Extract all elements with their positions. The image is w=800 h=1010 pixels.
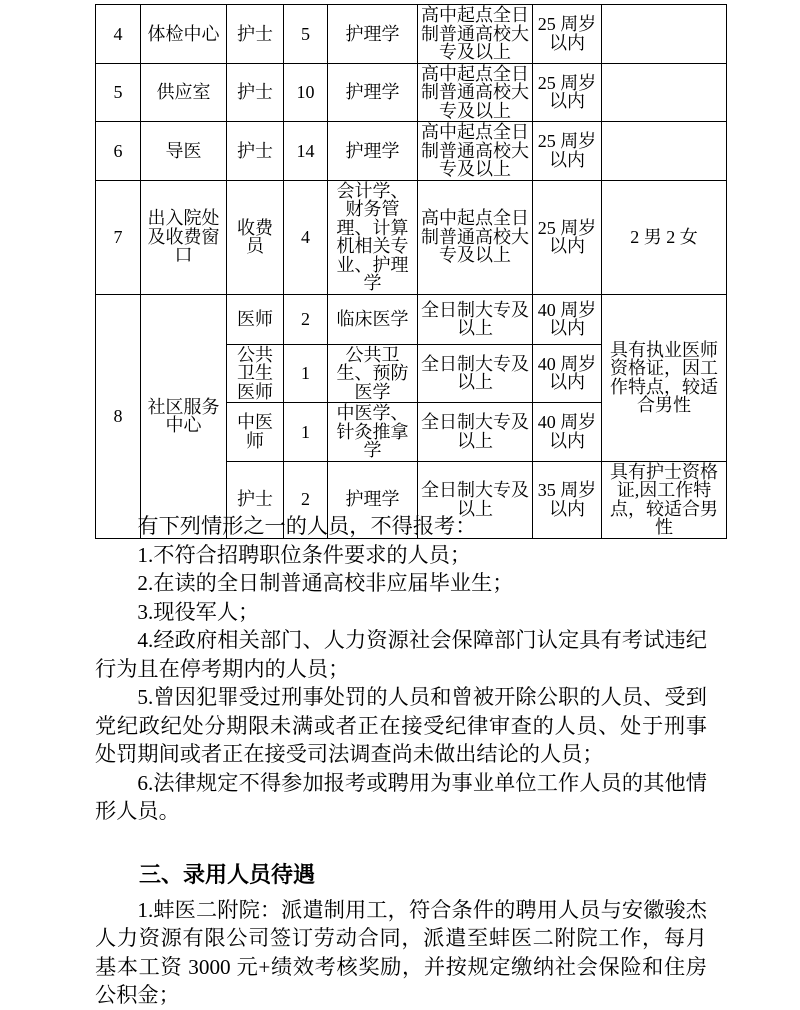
cell-post: 护士: [227, 122, 284, 181]
eligibility-item-3: 3.现役军人；: [137, 599, 260, 624]
eligibility-item-5: 5.曾因犯罪受过刑事处罚的人员和曾被开除公职的人员、受到党纪政纪处分期限未满或者正在接受纪律审查的人员、处于刑事处罚期间或者正在接受司法调查尚未做出结论的人员；: [95, 685, 707, 766]
table-row-7: [96, 180, 727, 294]
cell-major: 中医学、针灸推拿学: [328, 403, 418, 462]
cell-post: 中医师: [227, 403, 284, 462]
cell-post: 医师: [227, 294, 284, 344]
cell-seq: 5: [96, 63, 141, 122]
cell-note: [602, 63, 727, 122]
cell-count: 5: [284, 5, 328, 64]
cell-note: 具有执业医师资格证，因工作特点，较适合男性: [602, 294, 727, 461]
body-text: [95, 512, 707, 1010]
cell-degree: 高中起点全日制普通高校大专及以上: [418, 180, 533, 294]
cell-major: 公共卫生、预防医学: [328, 344, 418, 403]
cell-major: 护理学: [328, 461, 418, 538]
cell-degree: 全日制大专及以上: [418, 403, 533, 462]
table-row-4: [96, 5, 727, 64]
cell-seq: 7: [96, 180, 141, 294]
cell-major: 护理学: [328, 122, 418, 181]
cell-dept: 出入院处及收费窗口: [141, 180, 227, 294]
cell-major: 护理学: [328, 63, 418, 122]
cell-dept: 体检中心: [141, 5, 227, 64]
cell-seq: 8: [96, 294, 141, 538]
eligibility-item-2: 2.在读的全日制普通高校非应届毕业生；: [137, 571, 514, 595]
recruitment-table: [95, 4, 727, 539]
cell-count: 4: [284, 180, 328, 294]
cell-degree: 全日制大专及以上: [418, 294, 533, 344]
cell-degree: 高中起点全日制普通高校大专及以上: [418, 63, 533, 122]
cell-dept: 社区服务中心: [141, 294, 227, 538]
cell-degree: 高中起点全日制普通高校大专及以上: [418, 5, 533, 64]
cell-seq: 6: [96, 122, 141, 181]
cell-age: 25 周岁以内: [533, 122, 602, 181]
table-row-5: [96, 63, 727, 122]
cell-count: 1: [284, 403, 328, 462]
cell-major: 护理学: [328, 5, 418, 64]
cell-count: 10: [284, 63, 328, 122]
cell-seq: 4: [96, 5, 141, 64]
section-heading-treatment: 三、录用人员待遇: [139, 861, 316, 887]
cell-note: 具有护士资格证,因工作特点，较适合男性: [602, 461, 727, 538]
eligibility-intro: 有下列情形之一的人员，不得报考：: [137, 514, 477, 538]
cell-count: 1: [284, 344, 328, 403]
table-row-6: [96, 122, 727, 181]
cell-note: [602, 5, 727, 64]
treatment-item-1: [95, 896, 707, 1010]
eligibility-item-1: 1.不符合招聘职位条件要求的人员；: [137, 542, 472, 567]
treatment-item-1-rest: 派遣至蚌医二附院工作，每月基本工资 3000 元+绩效考核奖励，并按规定缴纳社会保险和住房公积金；: [95, 926, 707, 1007]
eligibility-item-6: 6.法律规定不得参加报考或聘用为事业单位工作人员的其他情形人员。: [95, 770, 707, 823]
cell-post: 公共卫生医师: [227, 344, 284, 403]
cell-major: 会计学、财务管理、计算机相关专业、护理学: [328, 180, 418, 294]
cell-post: 收费员: [227, 180, 284, 294]
cell-note: 2 男 2 女: [602, 180, 727, 294]
cell-dept: 供应室: [141, 63, 227, 122]
cell-major: 临床医学: [328, 294, 418, 344]
recruitment-table-wrap: [95, 4, 727, 539]
cell-age: 35 周岁以内: [533, 461, 602, 538]
cell-note: [602, 122, 727, 181]
cell-age: 40 周岁以内: [533, 403, 602, 462]
eligibility-item-4: 4.经政府相关部门、人力资源社会保障部门认定具有考试违纪行为且在停考期内的人员；: [95, 628, 707, 681]
cell-degree: 全日制大专及以上: [418, 461, 533, 538]
cell-post: 护士: [227, 461, 284, 538]
cell-degree: 全日制大专及以上: [418, 344, 533, 403]
cell-dept: 导医: [141, 122, 227, 181]
cell-age: 40 周岁以内: [533, 294, 602, 344]
cell-post: 护士: [227, 63, 284, 122]
cell-count: 2: [284, 294, 328, 344]
cell-post: 护士: [227, 5, 284, 64]
cell-age: 25 周岁以内: [533, 63, 602, 122]
treatment-item-1-prefix: 1.蚌医二附院：: [137, 897, 282, 922]
cell-count: 2: [284, 461, 328, 538]
cell-age: 25 周岁以内: [533, 5, 602, 64]
treatment-item-1-contract: 派遣制用工，符合条件的聘用人员与安徽骏杰人力资源有限公司签订劳动合同，: [95, 897, 707, 950]
cell-count: 14: [284, 122, 328, 181]
table-row-8-physician: [96, 294, 727, 344]
cell-age: 40 周岁以内: [533, 344, 602, 403]
cell-age: 25 周岁以内: [533, 180, 602, 294]
cell-degree: 高中起点全日制普通高校大专及以上: [418, 122, 533, 181]
